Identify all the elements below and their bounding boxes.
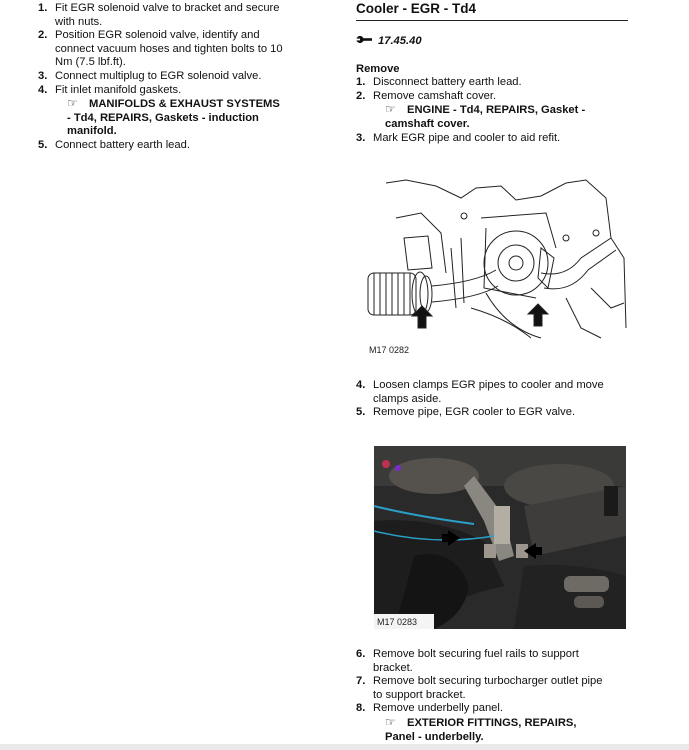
remove-steps-4-5 bbox=[356, 379, 631, 420]
step-text-line: to support bracket. bbox=[373, 688, 466, 701]
cross-reference-line[interactable] bbox=[373, 716, 631, 731]
cross-reference-line[interactable] bbox=[55, 112, 308, 126]
step-text-line: Remove camshaft cover. bbox=[373, 89, 497, 102]
step-number: 2. bbox=[38, 29, 48, 42]
step-item bbox=[356, 379, 631, 406]
step-item bbox=[356, 76, 631, 90]
step-item bbox=[38, 2, 308, 29]
step-number: 4. bbox=[356, 379, 366, 391]
cross-reference-text[interactable]: ENGINE - Td4, REPAIRS, Gasket - bbox=[407, 104, 586, 117]
remove-steps-1-3 bbox=[356, 76, 631, 145]
step-text-line: Fit EGR solenoid valve to bracket and secure bbox=[55, 2, 280, 14]
step-item bbox=[356, 675, 631, 702]
step-text-line: Remove pipe, EGR cooler to EGR valve. bbox=[373, 406, 576, 419]
cross-reference-text[interactable]: camshaft cover. bbox=[385, 117, 470, 130]
figure2-caption: M17 0283 bbox=[377, 617, 418, 627]
step-text-line: Remove bolt securing fuel rails to support bbox=[373, 648, 579, 660]
cross-reference-text[interactable]: EXTERIOR FITTINGS, REPAIRS, bbox=[407, 716, 577, 729]
figure1-caption: M17 0282 bbox=[369, 345, 410, 355]
remove-heading: Remove bbox=[356, 62, 400, 75]
step-number: 4. bbox=[38, 83, 48, 96]
operation-number bbox=[356, 35, 631, 49]
cross-reference-text[interactable]: - Td4, REPAIRS, Gaskets - induction bbox=[67, 111, 259, 124]
step-number: 3. bbox=[356, 131, 366, 144]
pointing-hand-icon: ☞ bbox=[385, 714, 396, 729]
step-number: 1. bbox=[38, 2, 48, 14]
step-item bbox=[38, 139, 308, 153]
right-column bbox=[356, 0, 631, 145]
step-text-line: Nm (7.5 lbf.ft). bbox=[55, 56, 126, 69]
step-number: 8. bbox=[356, 702, 366, 715]
pointing-hand-icon: ☞ bbox=[385, 102, 396, 117]
step-text-line: bracket. bbox=[373, 661, 413, 674]
steps-4-5-block bbox=[356, 379, 631, 420]
step-number: 3. bbox=[38, 69, 48, 82]
steps-6-8-block bbox=[356, 648, 631, 744]
cross-reference-line[interactable] bbox=[55, 125, 308, 139]
cross-reference-line[interactable] bbox=[373, 731, 631, 745]
cross-reference-text[interactable]: MANIFOLDS & EXHAUST SYSTEMS bbox=[89, 98, 280, 111]
cross-reference-text[interactable]: Panel - underbelly. bbox=[385, 730, 484, 743]
step-text-line: Position EGR solenoid valve, identify and bbox=[55, 29, 260, 42]
step-text-line: Remove underbelly panel. bbox=[373, 702, 503, 715]
step-number: 5. bbox=[38, 138, 48, 151]
step-number: 6. bbox=[356, 648, 366, 660]
step-text-line: Connect battery earth lead. bbox=[55, 138, 190, 151]
step-text-line: connect vacuum hoses and tighten bolts to 10 bbox=[55, 42, 283, 55]
step-text-line: Connect multiplug to EGR solenoid valve. bbox=[55, 69, 262, 82]
step-number: 2. bbox=[356, 89, 366, 102]
step-number: 1. bbox=[356, 76, 366, 89]
remove-steps-6-8 bbox=[356, 648, 631, 744]
figure-egr-cooler-photo bbox=[374, 446, 626, 629]
operation-number-text: 17.45.40 bbox=[378, 35, 422, 47]
step-item bbox=[38, 84, 308, 139]
left-column bbox=[38, 2, 308, 153]
step-item bbox=[38, 70, 308, 84]
step-number: 5. bbox=[356, 406, 366, 419]
left-step-list bbox=[38, 2, 308, 153]
step-text-line: Remove bolt securing turbocharger outlet pipe bbox=[373, 675, 603, 688]
step-item bbox=[356, 648, 631, 675]
step-text-line: Loosen clamps EGR pipes to cooler and move bbox=[373, 379, 604, 391]
step-text-line: Disconnect battery earth lead. bbox=[373, 76, 522, 89]
step-number: 7. bbox=[356, 675, 366, 688]
wrench-icon bbox=[356, 35, 378, 49]
cross-reference-line[interactable] bbox=[373, 118, 631, 132]
page-footer-strip bbox=[0, 744, 689, 750]
step-item bbox=[356, 90, 631, 132]
step-text-line: clamps aside. bbox=[373, 392, 442, 405]
cross-reference-line[interactable] bbox=[373, 103, 631, 118]
step-item bbox=[356, 132, 631, 146]
cross-reference-line[interactable] bbox=[55, 97, 308, 112]
cross-reference-text[interactable]: manifold. bbox=[67, 125, 117, 138]
figure-egr-cooler-drawing bbox=[366, 178, 628, 342]
step-item bbox=[38, 29, 308, 70]
step-text-line: with nuts. bbox=[55, 15, 103, 28]
step-item bbox=[356, 406, 631, 420]
step-item bbox=[356, 702, 631, 744]
step-text-line: Fit inlet manifold gaskets. bbox=[55, 83, 182, 96]
pointing-hand-icon: ☞ bbox=[67, 96, 78, 111]
section-title: Cooler - EGR - Td4 bbox=[356, 0, 628, 21]
step-text-line: Mark EGR pipe and cooler to aid refit. bbox=[373, 131, 561, 144]
